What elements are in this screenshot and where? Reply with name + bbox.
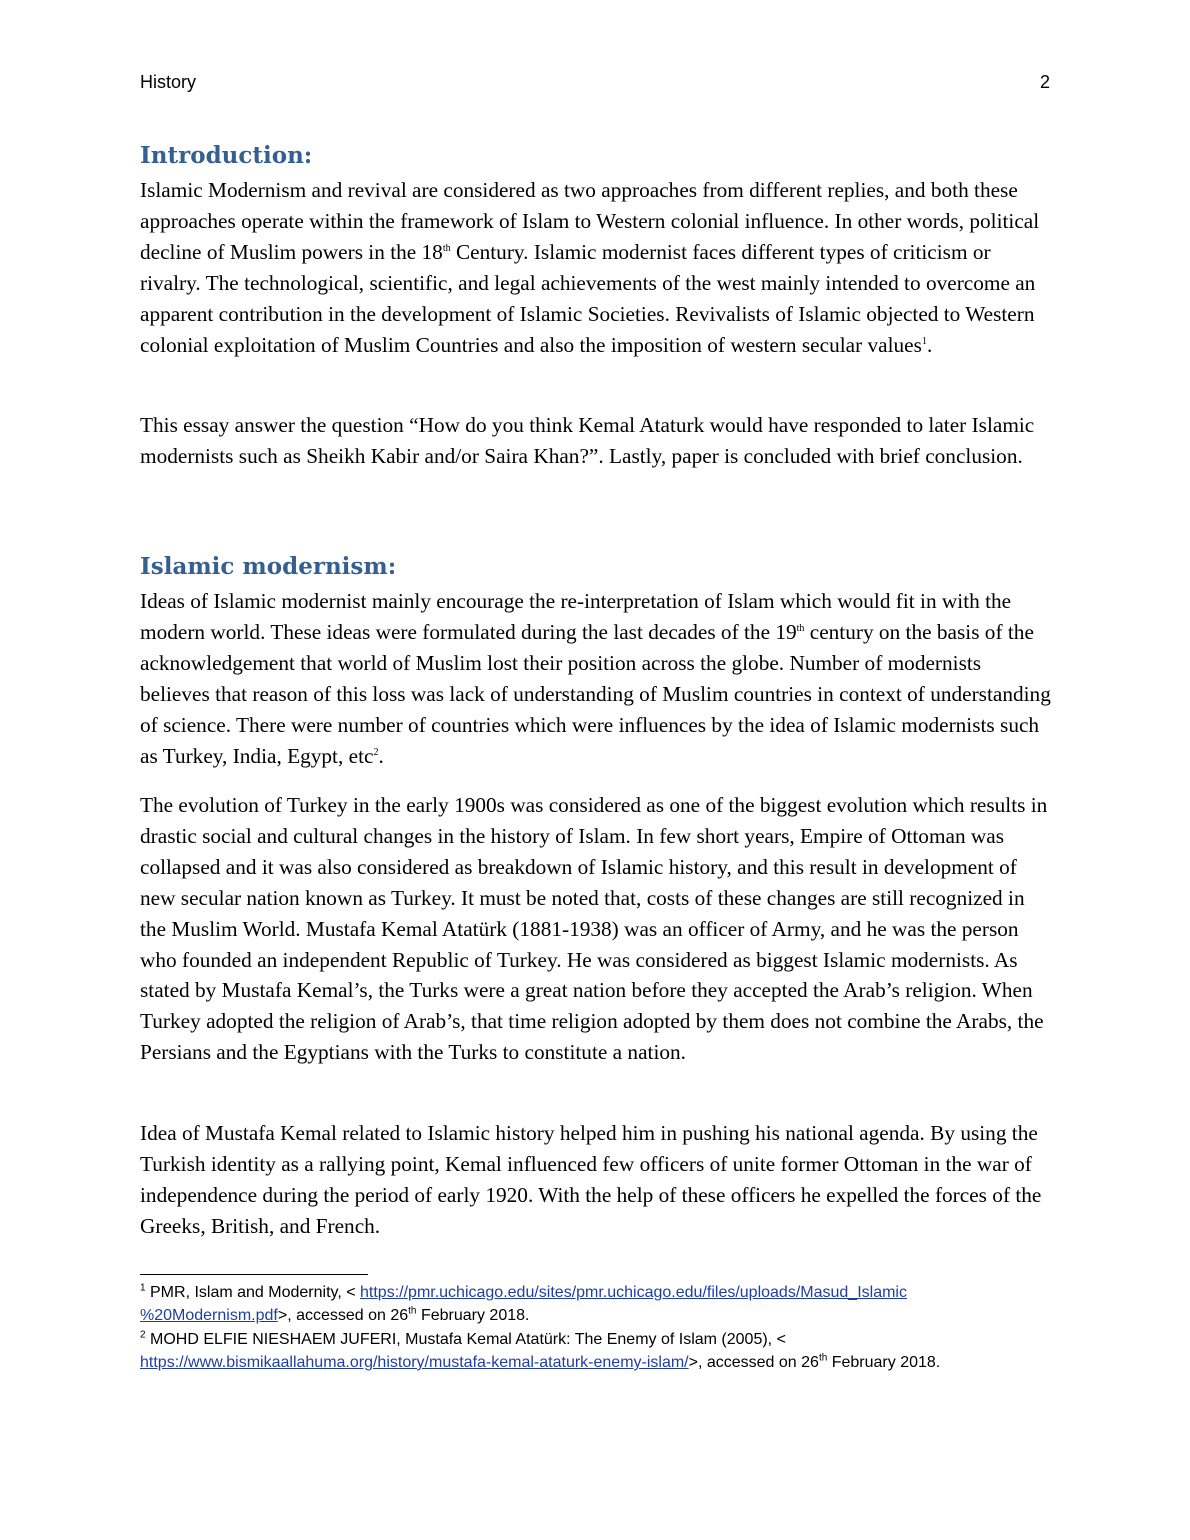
islamic-modernism-heading: Islamic modernism: [140, 553, 397, 580]
intro-paragraph-1: Islamic Modernism and revival are considered as two approaches from different replies, and both these approaches operate within the framework of Islam to Western colonial influence. In other words, political decline of Muslim powers in the 18th Century. Islamic modernist faces different types of criticism or rivalry. The technological, scientific, and legal achievements of the west mainly intended to overcome an apparent contribution in the development of Islamic Societies. Revivalists of Islamic objected to Western colonial exploitation of Muslim Countries and also the imposition of western secular values$^1$. [140, 178, 1040, 357]
footnote-1-link[interactable]: https://pmr.uchicago.edu/sites/pmr.uchicago.edu/files/uploads/Masud_Islamic %20Modernism.pdf [140, 1284, 907, 1324]
footnote-2: $^2$ MOHD ELFIE NIESHAEM JUFERI, Mustafa Kemal Atatürk: The Enemy of Islam (2005), < https://www.bismikaallahuma.org/history/mustafa-kemal-ataturk-enemy-islam/>, accessed on 26th February 2018. [140, 1329, 941, 1371]
header-title: History [140, 72, 197, 92]
footnote-1: $^1$ PMR, Islam and Modernity, < https://pmr.uchicago.edu/sites/pmr.uchicago.edu/files/uploads/Masud_Islamic %20Modernism.pdf>, accessed on 26th February 2018. [140, 1282, 907, 1324]
ordinal-suffix: th [442, 242, 451, 254]
modernism-paragraph-2: The evolution of Turkey in the early 1900s was considered as one of the biggest evolution which results in drastic social and cultural changes in the history of Islam. In few short years, Empire of Ottoman was collapsed and it was also considered as breakdown of Islamic history, and this result in development of new secular nation known as Turkey. It must be noted that, costs of these changes are still recognized in the Muslim World. Mustafa Kemal Atatürk (1881-1938) was an officer of Army, and he was the person who founded an independent Republic of Turkey. He was considered as biggest Islamic modernists. As stated by Mustafa Kemal’s, the Turks were a great nation before they accepted the Arab’s religion. When Turkey adopted the religion of Arab’s, that time religion adopted by them does not combine the Arabs, the Persians and the Egyptians with the Turks to constitute a nation. [140, 793, 1048, 1065]
introduction-heading: Introduction: [140, 142, 313, 169]
footnote-number: 2 [140, 1329, 146, 1341]
footnote-2-link[interactable]: https://www.bismikaallahuma.org/history/mustafa-kemal-ataturk-enemy-islam/ [140, 1354, 689, 1371]
modernism-paragraph-1: Ideas of Islamic modernist mainly encourage the re-interpretation of Islam which would fit in with the modern world. These ideas were formulated during the last decades of the 19th century on the basis of the acknowledgement that world of Muslim lost their position across the globe. Number of modernists believes that reason of this loss was lack of understanding of Muslim countries in context of understanding of science. There were number of countries which were influences by the idea of Islamic modernists such as Turkey, India, Egypt, etc$^2$. [140, 589, 1051, 768]
footnote-number: 1 [140, 1282, 146, 1294]
footnote-separator [140, 1274, 368, 1275]
footnote-ref-1[interactable]: 1 [921, 335, 927, 347]
footnote-ref-2[interactable]: 2 [373, 746, 379, 758]
page-number: 2 [1039, 72, 1050, 92]
ordinal-suffix: th [796, 622, 805, 634]
modernism-paragraph-3: Idea of Mustafa Kemal related to Islamic history helped him in pushing his national agenda. By using the Turkish identity as a rallying point, Kemal influenced few officers of unite former Ottoman in the war of independence during the period of early 1920. With the help of these officers he expelled the forces of the Greeks, British, and French. [140, 1121, 1042, 1238]
intro-paragraph-2: This essay answer the question “How do you think Kemal Ataturk would have responded to later Islamic modernists such as Sheikh Kabir and/or Saira Khan?”. Lastly, paper is concluded with brief conclusion. [140, 413, 1035, 468]
